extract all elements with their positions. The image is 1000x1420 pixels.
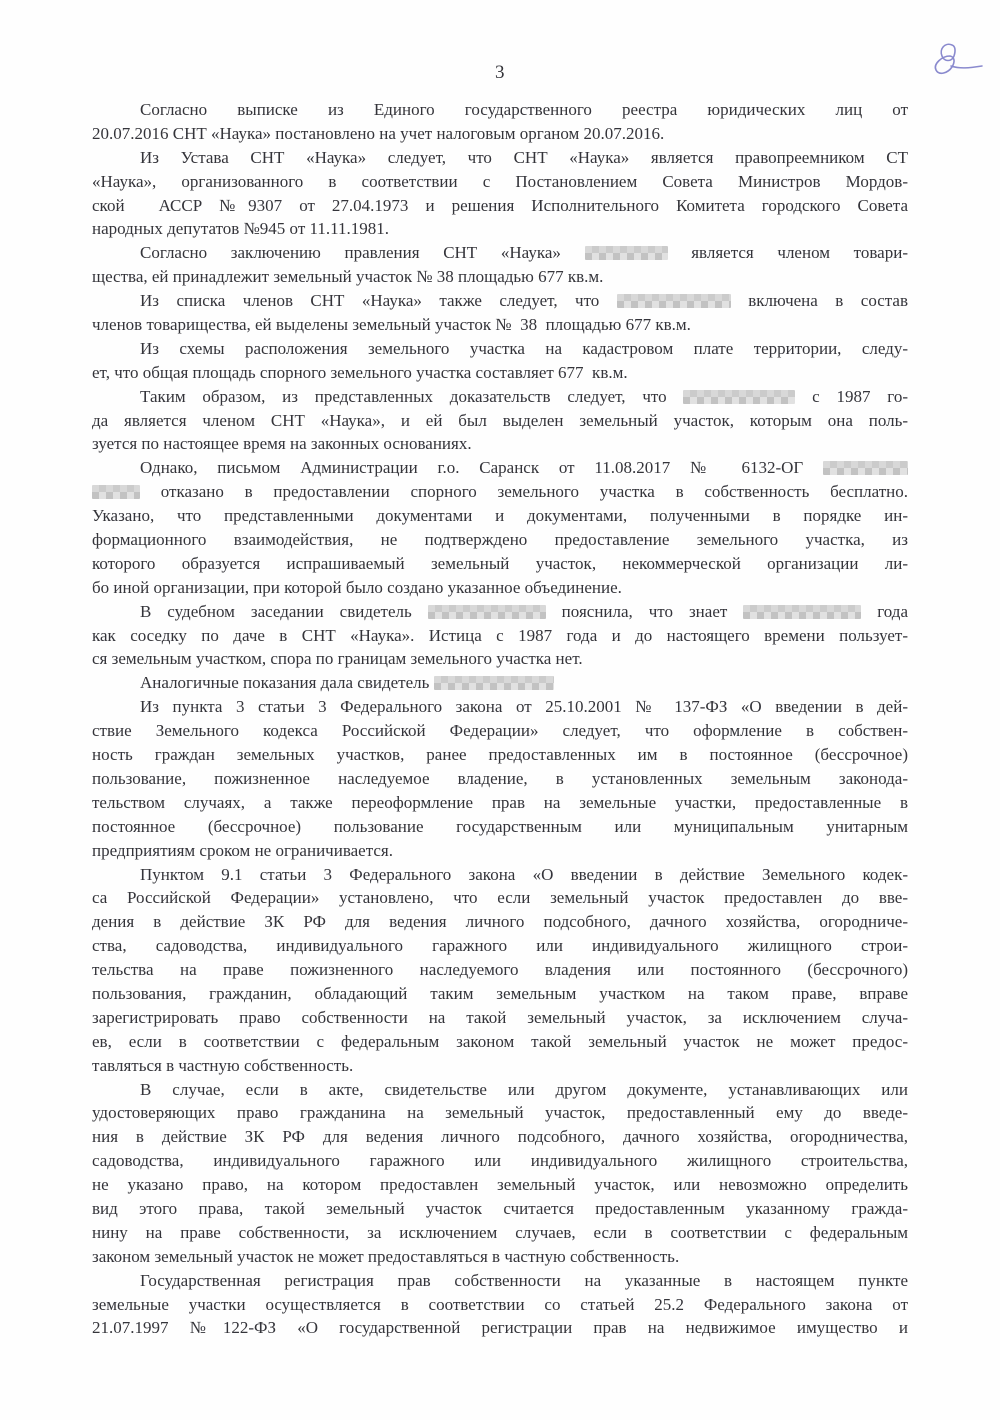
text-line	[92, 194, 908, 218]
text-line	[92, 241, 908, 265]
text-line	[92, 624, 908, 648]
text-segment: Из списка членов СНТ «Наука» также следует, что	[140, 291, 617, 311]
text-segment: В судебном заседании свидетель	[140, 601, 428, 621]
text-line	[92, 1006, 908, 1030]
paragraph	[92, 863, 908, 1078]
text-line	[92, 982, 908, 1006]
paragraph	[92, 1269, 908, 1341]
text-line	[92, 647, 908, 671]
text-segment: ствие Земельного кодекса Российской Федерации» следует, что оформление в собствен-	[92, 721, 908, 741]
text-segment: ской АССР №9307 от 27.04.1973 и решения Исполнительного Комитета городского Совета	[92, 195, 908, 215]
text-line	[92, 552, 908, 576]
text-segment: са Российской Федерации» установлено, что если земельный участок предоставлен до вве-	[92, 888, 908, 908]
text-line	[92, 122, 908, 146]
text-line	[92, 265, 908, 289]
paragraph	[92, 337, 908, 385]
text-segment: Указано, что представленными документами и документами, полученными в порядке ин-	[92, 506, 908, 526]
text-segment: нину на праве собственности, за исключением случаев, если в соответствии с федеральным	[92, 1222, 908, 1242]
handwritten-mark-2	[915, 33, 1000, 108]
text-line	[92, 695, 908, 719]
text-segment: формационного взаимодействия, не подтверждено предоставление земельного участка, из	[92, 530, 908, 550]
text-segment: пояснила, что знает	[545, 601, 744, 621]
text-segment: ства, садоводства, индивидуального гаражного или индивидуального жилищного строи-	[92, 936, 908, 956]
text-line	[92, 1173, 908, 1197]
text-segment: пользования, гражданин, обладающий таким земельным участком на таком праве, вправе	[92, 983, 908, 1003]
text-line	[92, 910, 908, 934]
text-segment: членов товарищества, ей выделены земельный участок № 38 площадью 677 кв.м.	[92, 315, 691, 335]
redaction-block	[434, 676, 554, 690]
text-line	[92, 1269, 908, 1293]
text-segment: Согласно заключению правления СНТ «Наука»	[140, 243, 585, 263]
text-segment: удостоверяющих право гражданина на земельный участок, предоставленный ему до введе-	[92, 1103, 908, 1123]
text-line	[92, 313, 908, 337]
text-segment: включена в состав	[730, 291, 908, 311]
text-segment: Из схемы расположения земельного участка на кадастровом плате территории, следу-	[140, 338, 908, 358]
text-segment: зарегистрировать право собственности на такой земельный участок, за исключением случа-	[92, 1007, 908, 1027]
text-line	[92, 863, 908, 887]
text-segment: ет, что общая площадь спорного земельного участка составляет 677 кв.м.	[92, 362, 628, 382]
text-segment: ния в действие ЗК РФ для ведения личного подсобного, дачного хозяйства, огородничества,	[92, 1127, 908, 1147]
paragraph	[92, 1078, 908, 1269]
text-line	[92, 432, 908, 456]
text-line	[92, 815, 908, 839]
text-segment: постоянное (бессрочное) пользование государственным или муниципальным унитарным	[92, 816, 908, 836]
paragraph	[92, 695, 908, 862]
text-line	[92, 671, 908, 695]
text-line	[92, 934, 908, 958]
text-segment: бо иной организации, при которой было создано указанное объединение.	[92, 577, 622, 597]
text-line	[92, 1293, 908, 1317]
paragraph	[92, 385, 908, 457]
text-segment: зуется по настоящее время на законных основаниях.	[92, 434, 472, 454]
text-segment: законом земельный участок не может предоставляться в частную собственность.	[92, 1246, 680, 1266]
redaction-block	[823, 461, 908, 475]
text-segment: народных депутатов №945 от 11.11.1981.	[92, 219, 390, 239]
text-segment: В случае, если в акте, свидетельстве или другом документе, устанавливающих или	[140, 1079, 908, 1099]
text-line	[92, 1316, 908, 1340]
text-line	[92, 289, 908, 313]
document-body	[92, 98, 908, 1340]
text-segment: садоводства, индивидуального гаражного или индивидуального жилищного строительства,	[92, 1151, 908, 1171]
text-segment: Согласно выписке из Единого государственного реестра юридических лиц от	[140, 100, 908, 119]
text-line	[92, 791, 908, 815]
text-segment: «Наука», организованного в соответствии с Постановлением Совета Министров Мордов-	[92, 171, 908, 191]
text-segment: Таким образом, из представленных доказательств следует, что	[140, 386, 684, 406]
text-segment: Однако, письмом Администрации г.о. Саранск от 11.08.2017 № 6132-ОГ	[140, 458, 823, 478]
text-segment: отказано в предоставлении спорного земельного участка в собственность бесплатно.	[140, 482, 908, 502]
text-line	[92, 743, 908, 767]
text-line	[92, 1245, 908, 1269]
text-line	[92, 1197, 908, 1221]
text-line	[92, 170, 908, 194]
text-segment: 20.07.2016 СНТ «Наука» постановлено на учет налоговым органом 20.07.2016.	[92, 123, 665, 143]
text-line	[92, 1078, 908, 1102]
text-segment: предприятиям сроком не ограничивается.	[92, 840, 393, 860]
text-line	[92, 1030, 908, 1054]
text-segment: является членом товари-	[667, 243, 908, 263]
text-line	[92, 1149, 908, 1173]
text-line	[92, 146, 908, 170]
text-line	[92, 1101, 908, 1125]
paragraph	[92, 671, 908, 695]
text-segment: которого образуется испрашиваемый земельный участок, некоммерческой организации ли-	[92, 553, 908, 573]
redaction-block	[585, 246, 668, 260]
text-segment: земельные участки осуществляется в соответствии со статьей 25.2 Федерального закона от	[92, 1294, 908, 1314]
text-segment: как соседку по даче в СНТ «Наука». Истица с 1987 года и до настоящего времени пользует-	[92, 625, 908, 645]
text-line	[92, 361, 908, 385]
text-segment: да является членом СНТ «Наука», и ей был выделен земельный участок, которым она поль-	[92, 410, 908, 430]
text-line	[92, 528, 908, 552]
text-segment: вид этого права, такой земельный участок считается предоставленным указанному гражда-	[92, 1198, 908, 1218]
paragraph	[92, 146, 908, 242]
text-line	[92, 958, 908, 982]
text-segment: ся земельным участком, спора по границам земельного участка нет.	[92, 649, 583, 669]
text-line	[92, 98, 908, 122]
text-line	[92, 1125, 908, 1149]
text-line	[92, 1221, 908, 1245]
text-segment: ев, если в соответствии с федеральным законом такой земельный участок не может предос-	[92, 1031, 908, 1051]
text-segment: дения в действие ЗК РФ для ведения личного подсобного, дачного хозяйства, огородниче-	[92, 912, 908, 932]
text-segment: щества, ей принадлежит земельный участок № 38 площадью 677 кв.м.	[92, 267, 604, 287]
text-segment: тавляться в частную собственность.	[92, 1055, 354, 1075]
text-segment: не указано право, на котором предоставлен земельный участок, или невозможно определить	[92, 1175, 908, 1195]
paragraph	[92, 600, 908, 672]
text-line	[92, 409, 908, 433]
text-segment: ность граждан земельных участков, ранее предоставленных им в постоянное (бессрочное)	[92, 745, 908, 765]
page-number: 3	[495, 62, 505, 83]
text-line	[92, 600, 908, 624]
text-segment: года	[861, 601, 908, 621]
text-line	[92, 456, 908, 480]
text-segment: тельства на праве пожизненного наследуемого владения или постоянного (бессрочного)	[92, 960, 908, 980]
paragraph	[92, 98, 908, 146]
text-segment: Из пункта 3 статьи 3 Федерального закона от 25.10.2001 № 137-ФЗ «О введении в дей-	[140, 697, 908, 717]
paragraph	[92, 289, 908, 337]
text-line	[92, 767, 908, 791]
text-line	[92, 504, 908, 528]
redaction-block	[92, 485, 140, 499]
redaction-block	[683, 390, 795, 404]
text-line	[92, 839, 908, 863]
text-line	[92, 719, 908, 743]
text-segment: тельством случаях, а также переоформление прав на земельные участки, предоставленные в	[92, 792, 908, 812]
redaction-block	[743, 605, 861, 619]
text-line	[92, 337, 908, 361]
text-line	[92, 217, 908, 241]
text-segment: 21.07.1997 №122-ФЗ «О государственной регистрации прав на недвижимое имущество и	[92, 1318, 908, 1338]
text-segment: Пунктом 9.1 статьи 3 Федерального закона «О введении в действие Земельного кодек-	[140, 864, 908, 884]
text-line	[92, 886, 908, 910]
text-line	[92, 576, 908, 600]
text-segment: Аналогичные показания дала свидетель	[140, 673, 434, 693]
text-segment: с 1987 го-	[795, 386, 908, 406]
paragraph	[92, 456, 908, 599]
paragraph	[92, 241, 908, 289]
text-line	[92, 480, 908, 504]
text-line	[92, 1054, 908, 1078]
redaction-block	[428, 605, 546, 619]
text-segment: Государственная регистрация прав собственности на указанные в настоящем пункте	[140, 1270, 908, 1290]
redaction-block	[617, 294, 731, 308]
text-segment: пользование, пожизненное наследуемое владение, в установленных земельным законода-	[92, 768, 908, 788]
text-segment: Из Устава СНТ «Наука» следует, что СНТ «Наука» является правопреемником СТ	[140, 147, 908, 167]
text-line	[92, 385, 908, 409]
